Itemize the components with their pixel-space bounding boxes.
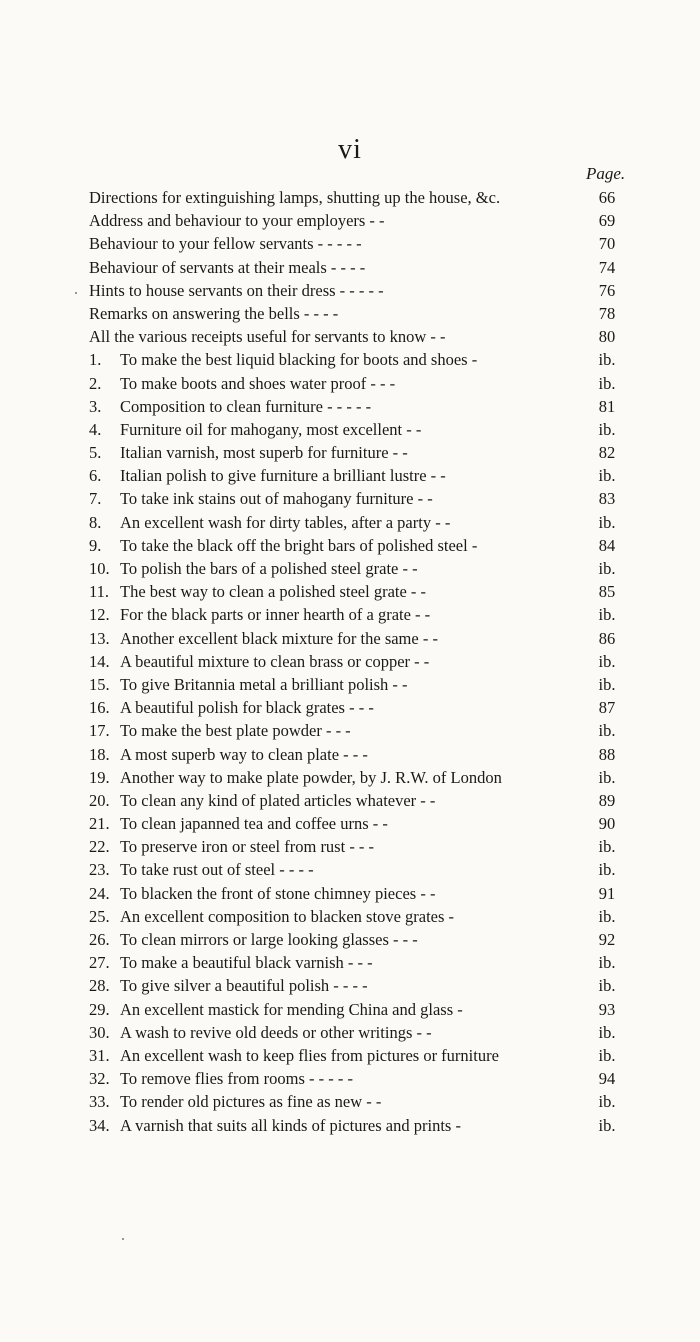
toc-entry [89, 418, 625, 441]
entry-number: 30. [89, 1022, 110, 1042]
entry-page-reference: 94 [598, 1069, 616, 1089]
entry-page-reference: ib. [598, 1115, 616, 1135]
entry-number: 14. [89, 651, 110, 671]
toc-entry [89, 812, 625, 835]
entry-title: To make the best plate powder - - - [120, 721, 351, 741]
entry-title: All the various receipts useful for servants to know - - [89, 327, 446, 347]
toc-entry [89, 905, 625, 928]
page-column-heading: Page. [586, 164, 626, 183]
toc-entry [89, 302, 625, 325]
entry-number: 28. [89, 976, 110, 996]
paper-speck [75, 292, 77, 294]
entry-title: An excellent composition to blacken stove grates - [120, 906, 455, 926]
toc-entry [89, 673, 625, 696]
toc-entry [89, 511, 625, 534]
entry-page-reference: ib. [598, 466, 616, 486]
entry-page-reference: ib. [598, 419, 616, 439]
entry-number: 22. [89, 837, 110, 857]
entry-title: Italian polish to give furniture a brilliant lustre - - [120, 466, 446, 486]
entry-title: To make boots and shoes water proof - - - [120, 373, 396, 393]
entry-page-reference: 66 [598, 188, 616, 207]
entry-page-reference: 88 [598, 744, 616, 764]
entry-number: 9. [89, 535, 102, 555]
table-of-contents [89, 186, 625, 1137]
entry-number: 11. [89, 582, 110, 602]
entry-page-reference: ib. [598, 906, 616, 926]
entry-title: An excellent wash to keep flies from pictures or furniture [120, 1045, 499, 1065]
toc-entry [89, 743, 625, 766]
entry-page-reference: 89 [598, 790, 616, 810]
entry-number: 5. [89, 443, 102, 463]
entry-page-reference: 91 [598, 883, 616, 903]
entry-title: To make the best liquid blacking for boots and shoes - [120, 350, 478, 370]
toc-entry [89, 580, 625, 603]
entry-page-reference: ib. [598, 767, 616, 787]
entry-page-reference: ib. [598, 953, 616, 973]
entry-title: Directions for extinguishing lamps, shutting up the house, &c. [89, 188, 501, 207]
toc-entry [89, 395, 625, 418]
entry-title: An excellent wash for dirty tables, after a party - - [120, 512, 451, 532]
toc-entry [89, 487, 625, 510]
entry-page-reference: ib. [598, 350, 616, 370]
entry-page-reference: ib. [598, 837, 616, 857]
entry-number: 34. [89, 1115, 110, 1135]
entry-title: To clean japanned tea and coffee urns - - [120, 814, 388, 834]
entry-number: 13. [89, 628, 110, 648]
entry-number: 6. [89, 466, 102, 486]
entry-title: Behaviour to your fellow servants - - - - - [89, 234, 362, 254]
entry-title: Behaviour of servants at their meals - - - - [89, 257, 366, 277]
entry-title: To polish the bars of a polished steel grate - - [120, 559, 418, 578]
entry-title: Another excellent black mixture for the same - - [120, 628, 438, 648]
entry-page-reference: ib. [598, 721, 616, 741]
entry-title: To render old pictures as fine as new - - [120, 1092, 382, 1112]
entry-number: 8. [89, 512, 102, 532]
toc-entry [89, 534, 625, 557]
entry-number: 3. [89, 396, 102, 416]
entry-title: To give Britannia metal a brilliant polish - - [120, 674, 408, 694]
toc-entry [89, 1090, 625, 1113]
entry-number: 25. [89, 906, 110, 926]
toc-entry [89, 650, 625, 673]
entry-title: Italian varnish, most superb for furniture - - [120, 443, 408, 463]
entry-number: 31. [89, 1045, 110, 1065]
entry-page-reference: 81 [598, 396, 616, 416]
toc-entry [89, 1114, 625, 1137]
toc-entry [89, 372, 625, 395]
entry-page-reference: 80 [598, 327, 616, 347]
toc-entry [89, 557, 625, 580]
entry-title: Furniture oil for mahogany, most excellent - - [120, 419, 422, 439]
entry-page-reference: 74 [598, 257, 616, 277]
entry-title: The best way to clean a polished steel grate - - [120, 582, 427, 602]
entry-page-reference: ib. [598, 976, 616, 996]
entry-title: To blacken the front of stone chimney pieces - - [120, 883, 436, 903]
entry-title: Remarks on answering the bells - - - - [89, 303, 339, 323]
toc-entry [89, 974, 625, 997]
toc-entry [89, 951, 625, 974]
entry-title: To take ink stains out of mahogany furniture - - [120, 489, 433, 509]
entry-number: 21. [89, 814, 110, 834]
entry-number: 10. [89, 559, 110, 578]
entry-title: To give silver a beautiful polish - - - - [120, 976, 368, 996]
toc-entry [89, 209, 625, 232]
entry-page-reference: 85 [598, 582, 616, 602]
entry-title: To clean any kind of plated articles whatever - - [120, 790, 436, 810]
entry-title: Address and behaviour to your employers - - [89, 211, 385, 231]
entry-page-reference: 82 [598, 443, 616, 463]
entry-page-reference: ib. [598, 1045, 616, 1065]
toc-entry [89, 882, 625, 905]
entry-title: A most superb way to clean plate - - - [120, 744, 368, 764]
toc-entry [89, 766, 625, 789]
entry-page-reference: ib. [598, 860, 616, 880]
entry-title: To make a beautiful black varnish - - - [120, 953, 373, 973]
toc-entry [89, 348, 625, 371]
entry-title: To remove flies from rooms - - - - - [120, 1069, 353, 1089]
entry-title: To take the black off the bright bars of polished steel - [120, 535, 478, 555]
entry-number: 20. [89, 790, 110, 810]
toc-entry [89, 627, 625, 650]
entry-page-reference: 69 [598, 211, 616, 231]
entry-title: An excellent mastick for mending China and glass - [120, 999, 463, 1019]
toc-entry [89, 603, 625, 626]
entry-title: Composition to clean furniture - - - - - [120, 396, 372, 416]
toc-entry [89, 1021, 625, 1044]
entry-page-reference: ib. [598, 674, 616, 694]
toc-entry [89, 232, 625, 255]
toc-entry [89, 835, 625, 858]
entry-number: 26. [89, 930, 110, 949]
entry-number: 32. [89, 1069, 110, 1089]
entry-page-reference: 70 [598, 234, 616, 254]
entry-number: 2. [89, 373, 102, 393]
toc-entry [89, 256, 625, 279]
toc-entry [89, 279, 625, 302]
entry-page-reference: 87 [598, 698, 616, 718]
toc-entry [89, 464, 625, 487]
toc-entry [89, 789, 625, 812]
entry-title: A wash to revive old deeds or other writings - - [120, 1022, 432, 1042]
entry-title: A beautiful polish for black grates - - - [120, 698, 374, 718]
entry-number: 7. [89, 489, 102, 509]
entry-page-reference: ib. [598, 1022, 616, 1042]
entry-title: To take rust out of steel - - - - [120, 860, 314, 880]
toc-entry [89, 441, 625, 464]
toc-entry [89, 719, 625, 742]
entry-page-reference: 76 [598, 280, 616, 300]
entry-page-reference: 93 [598, 999, 616, 1019]
entry-page-reference: 86 [598, 628, 616, 648]
entry-title: A varnish that suits all kinds of pictures and prints - [120, 1115, 461, 1135]
entry-title: A beautiful mixture to clean brass or copper - - [120, 651, 430, 671]
entry-title: For the black parts or inner hearth of a grate - - [120, 605, 431, 625]
entry-number: 23. [89, 860, 110, 880]
entry-number: 1. [89, 350, 102, 370]
entry-title: Hints to house servants on their dress - - - - - [89, 280, 384, 300]
entry-number: 29. [89, 999, 110, 1019]
toc-entry [89, 1067, 625, 1090]
page-number: vi [338, 134, 362, 165]
entry-page-reference: 90 [598, 814, 616, 834]
entry-title: To preserve iron or steel from rust - - - [120, 837, 375, 857]
entry-number: 24. [89, 883, 110, 903]
entry-number: 18. [89, 744, 110, 764]
entry-title: Another way to make plate powder, by J. R.W. of London [120, 767, 502, 787]
toc-entry [89, 998, 625, 1021]
entry-page-reference: 78 [598, 303, 616, 323]
entry-number: 33. [89, 1092, 110, 1112]
paper-speck [122, 1238, 124, 1240]
entry-page-reference: ib. [598, 1092, 616, 1112]
entry-page-reference: ib. [598, 605, 616, 625]
toc-entry [89, 928, 625, 951]
entry-number: 27. [89, 953, 110, 973]
entry-page-reference: ib. [598, 373, 616, 393]
toc-entry [89, 858, 625, 881]
entry-page-reference: ib. [598, 559, 616, 578]
entry-number: 15. [89, 674, 110, 694]
entry-page-reference: 92 [598, 930, 616, 949]
entry-page-reference: 84 [598, 535, 616, 555]
entry-number: 17. [89, 721, 110, 741]
entry-number: 16. [89, 698, 110, 718]
entry-page-reference: 83 [598, 489, 616, 509]
toc-entry [89, 1044, 625, 1067]
entry-number: 12. [89, 605, 110, 625]
toc-entry [89, 696, 625, 719]
entry-page-reference: ib. [598, 512, 616, 532]
entry-page-reference: ib. [598, 651, 616, 671]
toc-entry [89, 186, 625, 209]
entry-number: 4. [89, 419, 102, 439]
entry-number: 19. [89, 767, 110, 787]
toc-entry [89, 325, 625, 348]
entry-title: To clean mirrors or large looking glasses - - - [120, 930, 418, 949]
